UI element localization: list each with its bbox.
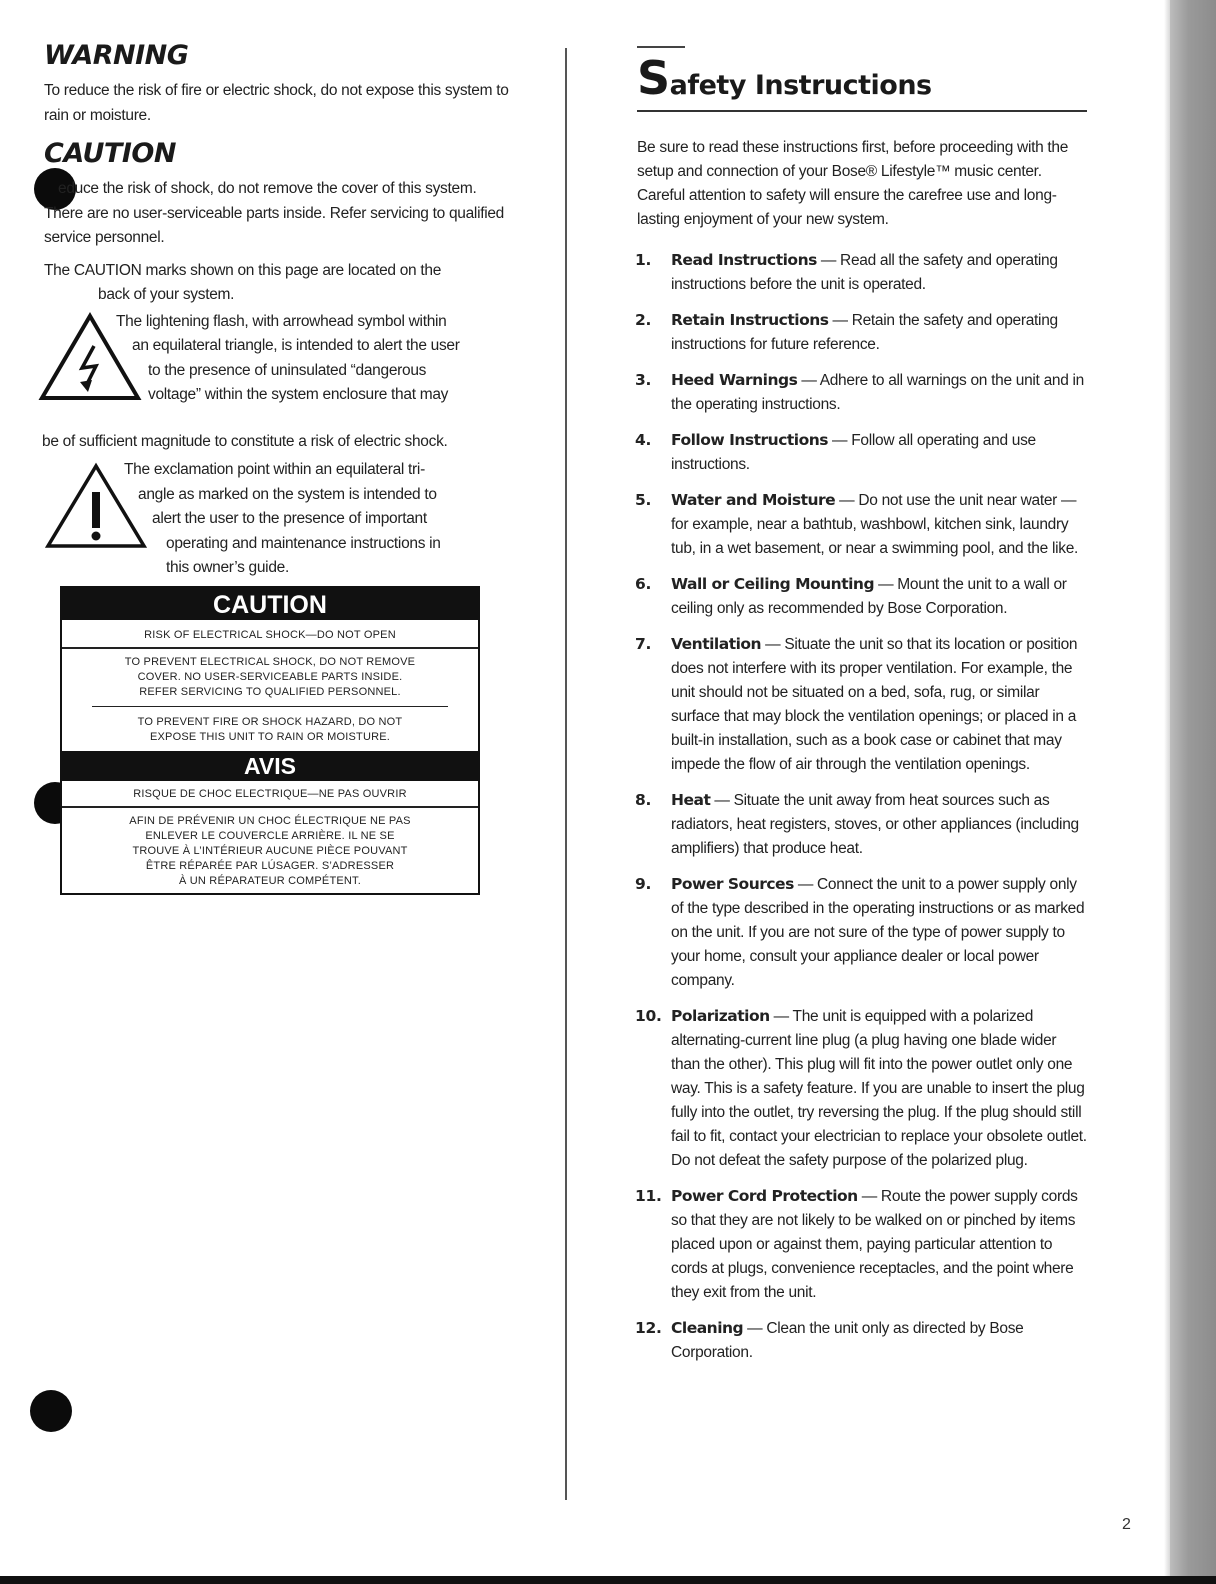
caution-block-1 [62, 649, 478, 706]
instruction-title: Retain Instructions [671, 310, 829, 329]
instruction-item [637, 428, 1087, 477]
instruction-number: 3. [635, 370, 652, 389]
instruction-number: 12. [635, 1318, 662, 1337]
instruction-number: 1. [635, 250, 652, 269]
lightning-line-1: The lightening flash, with arrowhead symbol within [116, 312, 447, 330]
instruction-item [637, 1316, 1087, 1365]
avis-block [62, 808, 478, 893]
instruction-item [637, 788, 1087, 861]
avis-block-line: TROUVE À L’INTÉRIEUR AUCUNE PIÈCE POUVANT [132, 844, 408, 857]
punch-hole-bottom [30, 1390, 72, 1432]
caution-block2-line: EXPOSE THIS UNIT TO RAIN OR MOISTURE. [149, 731, 391, 743]
instruction-number: 9. [635, 874, 652, 893]
safety-title [637, 51, 1087, 108]
caution-block-2 [62, 707, 478, 751]
instruction-title: Heed Warnings [671, 370, 798, 389]
exclamation-line-3: alert the user to the presence of important [152, 510, 427, 527]
warning-heading: WARNING [44, 40, 189, 71]
instruction-number: 7. [635, 634, 652, 653]
instruction-text: — Route the power supply cords so that they are not likely to be walked on or pinched by items placed upon or against them, paying particular attention to cords at plugs, convenience receptacles, and the point where they exit from the unit. [671, 1187, 1078, 1301]
title-accent-rule [637, 46, 685, 48]
instruction-text: — Mount the unit to a wall or ceiling only as recommended by Bose Corporation. [671, 575, 1067, 617]
bottom-edge [0, 1576, 1216, 1584]
instruction-item [637, 488, 1087, 561]
instruction-number: 10. [635, 1006, 662, 1025]
instruction-title: Ventilation [671, 634, 762, 653]
caution-text: educe the risk of shock, do not remove the cover of this system. There are no user-serviceable parts inside. Refer servicing to qualified service personnel. [44, 180, 504, 246]
caution-label [60, 586, 480, 895]
instruction-title: Read Instructions [671, 250, 817, 269]
title-rule [637, 110, 1087, 112]
instruction-text: — Follow all operating and use instructions. [671, 431, 1036, 473]
avis-block-line: ÊTRE RÉPARÉE PAR LÚSAGER. S’ADRESSER [145, 859, 395, 872]
instruction-text: — Situate the unit so that its location or position does not interfere with its proper ventilation. For example, the unit should not be situated on a bed, sofa, rug, or similar surface that may block the ventilation openings; or placed in a built-in installation, such as a book case or cabinet that may impede the flow of air through the ventilation openings. [671, 635, 1078, 773]
lightning-line-4: voltage” within the system enclosure that may [148, 386, 449, 403]
instruction-item [637, 632, 1087, 777]
instruction-title: Heat [671, 790, 711, 809]
avis-block-line: ENLEVER LE COUVERCLE ARRIÈRE. IL NE SE [145, 829, 395, 842]
instruction-item [637, 1004, 1087, 1173]
instruction-title: Power Sources [671, 874, 794, 893]
instruction-text: — Situate the unit away from heat sources such as radiators, heat registers, stoves, or other appliances (including amplifiers) that produce heat. [671, 791, 1079, 857]
instruction-item [637, 368, 1087, 417]
instruction-number: 11. [635, 1186, 662, 1205]
exclamation-symbol-block [44, 458, 514, 582]
caution-heading: CAUTION [44, 138, 176, 169]
safety-title-initial: S [637, 51, 670, 105]
marks-intro-line2: back of your system. [98, 286, 235, 303]
caution-block1-line: REFER SERVICING TO QUALIFIED PERSONNEL. [139, 685, 401, 698]
instruction-number: 4. [635, 430, 652, 449]
instruction-title: Water and Moisture [671, 490, 836, 509]
instruction-text: — Read all the safety and operating instructions before the unit is operated. [671, 251, 1058, 293]
instruction-number: 8. [635, 790, 652, 809]
instruction-text: — Do not use the unit near water — for example, near a bathtub, washbowl, kitchen sink, laundry tub, in a wet basement, or near a swimming pool, and the like. [671, 491, 1079, 557]
lightning-line-5: be of sufficient magnitude to constitute a risk of electric shock. [42, 432, 448, 450]
lightning-triangle-icon [38, 312, 142, 404]
instruction-text: — Connect the unit to a power supply only of the type described in the operating instructions or as marked on the unit. If you are not sure of the type of power supply to your home, consult your appliance dealer or local power company. [671, 875, 1085, 989]
instruction-text: — The unit is equipped with a polarized alternating-current line plug (a plug having one blade wider than the other). This plug will fit into the power outlet only one way. This is a safety feature. If you are unable to insert the plug fully into the outlet, try reversing the plug. If the plug should still fail to fit, contact your electrician to replace your obsolete outlet. Do not defeat the safety purpose of the polarized plug. [671, 1007, 1087, 1169]
instruction-item [637, 872, 1087, 993]
warning-text: To reduce the risk of fire or electric shock, do not expose this system to rain or moisture. [44, 82, 509, 124]
instruction-item [637, 248, 1087, 297]
caution-block1-line: COVER. NO USER-SERVICEABLE PARTS INSIDE. [137, 670, 403, 683]
exclamation-line-2: angle as marked on the system is intended to [138, 485, 437, 503]
avis-risk-line: RISQUE DE CHOC ELECTRIQUE—NE PAS OUVRIR [133, 788, 407, 800]
instruction-text: — Retain the safety and operating instructions for future reference. [671, 311, 1058, 353]
avis-block-line: AFIN DE PRÉVENIR UN CHOC ÉLECTRIQUE NE PAS [129, 814, 411, 827]
left-column [44, 40, 514, 582]
safety-title-rest: afety Instructions [669, 70, 932, 101]
caution-block2-line: TO PREVENT FIRE OR SHOCK HAZARD, DO NOT [137, 716, 403, 728]
lightning-line-3: to the presence of uninsulated “dangerous [148, 361, 427, 379]
exclamation-line-4: operating and maintenance instructions in [166, 534, 441, 552]
exclamation-triangle-icon [44, 462, 148, 552]
lightning-line-2: an equilateral triangle, is intended to alert the user [132, 337, 460, 354]
caution-block1-line: TO PREVENT ELECTRICAL SHOCK, DO NOT REMOVE [124, 655, 416, 668]
safety-intro: Be sure to read these instructions first, before proceeding with the setup and connection of your Bose® Lifestyle™ music center. Careful attention to safety will ensure the carefree use and long-lasting enjoyment of your new system. [637, 139, 1069, 228]
instruction-item [637, 308, 1087, 357]
instruction-number: 6. [635, 574, 652, 593]
instruction-number: 2. [635, 310, 652, 329]
instruction-title: Cleaning [671, 1318, 744, 1337]
instruction-title: Wall or Ceiling Mounting [671, 574, 875, 593]
instruction-text: — Clean the unit only as directed by Bose Corporation. [671, 1319, 1024, 1361]
instruction-number: 5. [635, 490, 652, 509]
right-column [637, 46, 1087, 1365]
marks-intro-line1: The CAUTION marks shown on this page are located on the [44, 261, 442, 279]
instruction-item [637, 572, 1087, 621]
page-edge [1170, 0, 1216, 1584]
instructions-list [637, 248, 1087, 1365]
exclamation-line-1: The exclamation point within an equilateral tri- [124, 461, 425, 478]
instruction-title: Follow Instructions [671, 430, 829, 449]
lightning-symbol-block [44, 310, 514, 430]
instruction-item [637, 1184, 1087, 1305]
instruction-text: — Adhere to all warnings on the unit and in the operating instructions. [671, 371, 1085, 413]
instruction-title: Polarization [671, 1006, 770, 1025]
avis-block-line: À UN RÉPARATEUR COMPÉTENT. [178, 874, 362, 887]
instruction-title: Power Cord Protection [671, 1186, 858, 1205]
caution-label-header: CAUTION [62, 588, 478, 620]
page-number: 2 [1122, 1516, 1131, 1533]
caution-risk-line: RISK OF ELECTRICAL SHOCK—DO NOT OPEN [144, 629, 396, 641]
avis-label-header: AVIS [62, 751, 478, 781]
exclamation-line-5: this owner’s guide. [166, 559, 289, 576]
column-divider [565, 48, 567, 1500]
